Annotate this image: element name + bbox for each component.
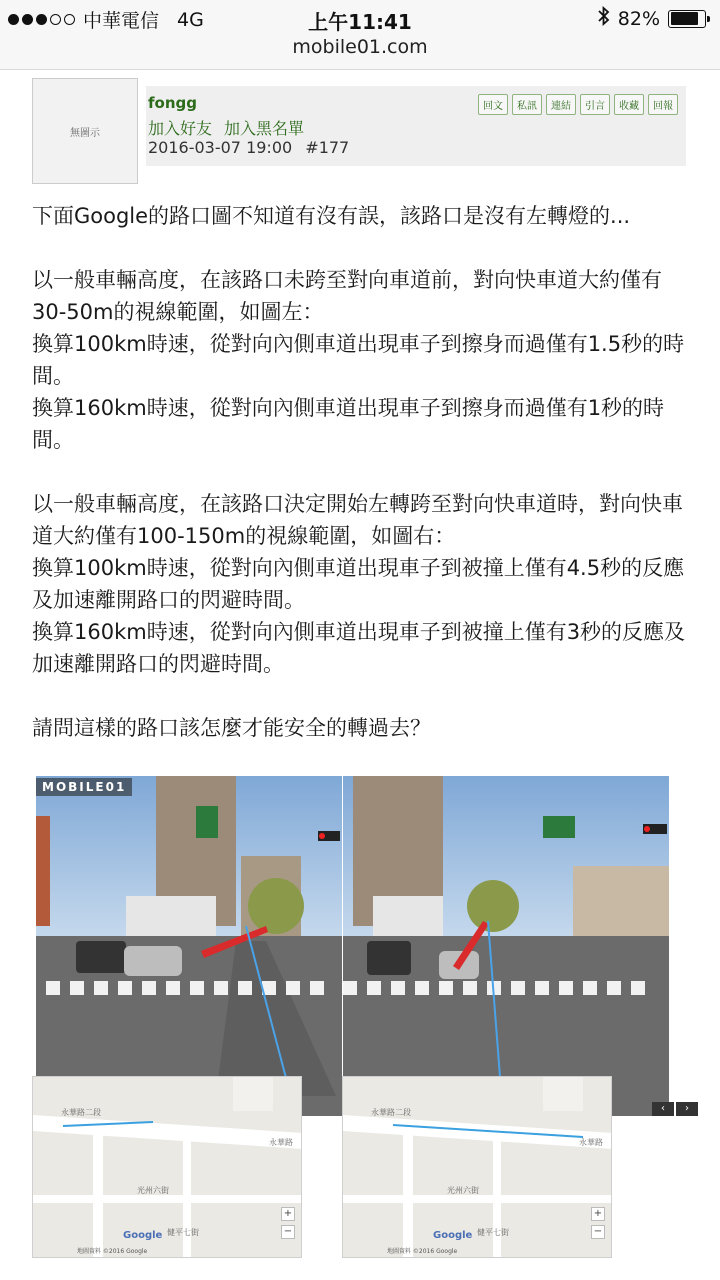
clock: 上午11:41 xyxy=(308,10,412,34)
map-street-label: 健平七街 xyxy=(477,1228,509,1237)
map-street-label: 光州六街 xyxy=(137,1186,169,1195)
paragraph: 請問這樣的路口該怎麼才能安全的轉過去？ xyxy=(32,716,431,740)
map-street-label: 永華路 xyxy=(269,1138,293,1147)
map-street-label: 健平七街 xyxy=(167,1228,199,1237)
zoom-in-icon[interactable]: + xyxy=(591,1207,605,1221)
post-image[interactable] xyxy=(36,776,689,1256)
battery-percent: 82% xyxy=(617,7,660,30)
next-image-button[interactable]: › xyxy=(676,1102,698,1116)
map-copyright: 地圖資料 ©2016 Google xyxy=(387,1248,458,1255)
prev-image-button[interactable]: ‹ xyxy=(652,1102,674,1116)
favorite-button[interactable]: 收藏 xyxy=(614,94,644,115)
street-view-left xyxy=(36,776,342,1116)
map-copyright: 地圖資料 ©2016 Google xyxy=(77,1248,148,1255)
paragraph: 換算100km時速，從對向內側車道出現車子到擦身而過僅有1.5秒的時間。 xyxy=(32,332,685,388)
map-street-label: 永華路二段 xyxy=(61,1108,101,1117)
link-button[interactable]: 連結 xyxy=(546,94,576,115)
zoom-out-icon[interactable]: − xyxy=(281,1225,295,1239)
paragraph: 換算160km時速，從對向內側車道出現車子到被撞上僅有3秒的反應及加速離開路口的閃避時間。 xyxy=(32,620,686,676)
zoom-out-icon[interactable]: − xyxy=(591,1225,605,1239)
paragraph: 換算100km時速，從對向內側車道出現車子到被撞上僅有4.5秒的反應及加速離開路口的閃避時間。 xyxy=(32,556,685,612)
message-button[interactable]: 私訊 xyxy=(512,94,542,115)
map-left xyxy=(32,1076,302,1258)
image-slider-controls xyxy=(652,1102,698,1116)
add-blacklist-link[interactable]: 加入黑名單 xyxy=(224,119,305,138)
status-bar xyxy=(0,0,720,70)
username[interactable]: fongg xyxy=(148,94,197,112)
paragraph: 換算160km時速，從對向內側車道出現車子到擦身而過僅有1秒的時間。 xyxy=(32,396,665,452)
street-view-right xyxy=(343,776,669,1116)
mobile01-watermark: MOBILE01 xyxy=(36,778,132,796)
map-street-label: 光州六街 xyxy=(447,1186,479,1195)
reply-button[interactable]: 回文 xyxy=(478,94,508,115)
battery-icon xyxy=(668,10,706,28)
bluetooth-icon xyxy=(598,6,610,31)
post-meta xyxy=(148,138,349,157)
post-datetime: 2016-03-07 19:00 xyxy=(148,138,293,157)
google-logo: Google xyxy=(433,1230,473,1241)
carrier-name: 中華電信 xyxy=(83,10,160,32)
map-right xyxy=(342,1076,612,1258)
paragraph: 下面Google的路口圖不知道有沒有誤，該路口是沒有左轉燈的... xyxy=(32,204,631,228)
post-body xyxy=(32,200,692,744)
map-street-label: 永華路二段 xyxy=(371,1108,411,1117)
report-button[interactable]: 回報 xyxy=(648,94,678,115)
add-friend-link[interactable]: 加入好友 xyxy=(148,119,213,138)
map-street-label: 永華路 xyxy=(579,1138,603,1147)
quote-button[interactable]: 引言 xyxy=(580,94,610,115)
google-logo: Google xyxy=(123,1230,163,1241)
avatar[interactable]: 無圖示 xyxy=(32,78,138,184)
post-actions xyxy=(478,94,678,115)
paragraph: 以一般車輛高度，在該路口決定開始左轉跨至對向快車道時，對向快車道大約僅有100-150m的視線範圍，如圖右： xyxy=(32,492,683,548)
address-bar[interactable]: mobile01.com xyxy=(292,36,428,58)
paragraph: 以一般車輛高度，在該路口未跨至對向車道前，對向快車道大約僅有30-50m的視線範圍，如圖左： xyxy=(32,268,662,324)
post-floor[interactable]: #177 xyxy=(305,138,350,157)
network-type: 4G xyxy=(177,8,204,31)
user-info-box xyxy=(146,86,686,166)
zoom-in-icon[interactable]: + xyxy=(281,1207,295,1221)
